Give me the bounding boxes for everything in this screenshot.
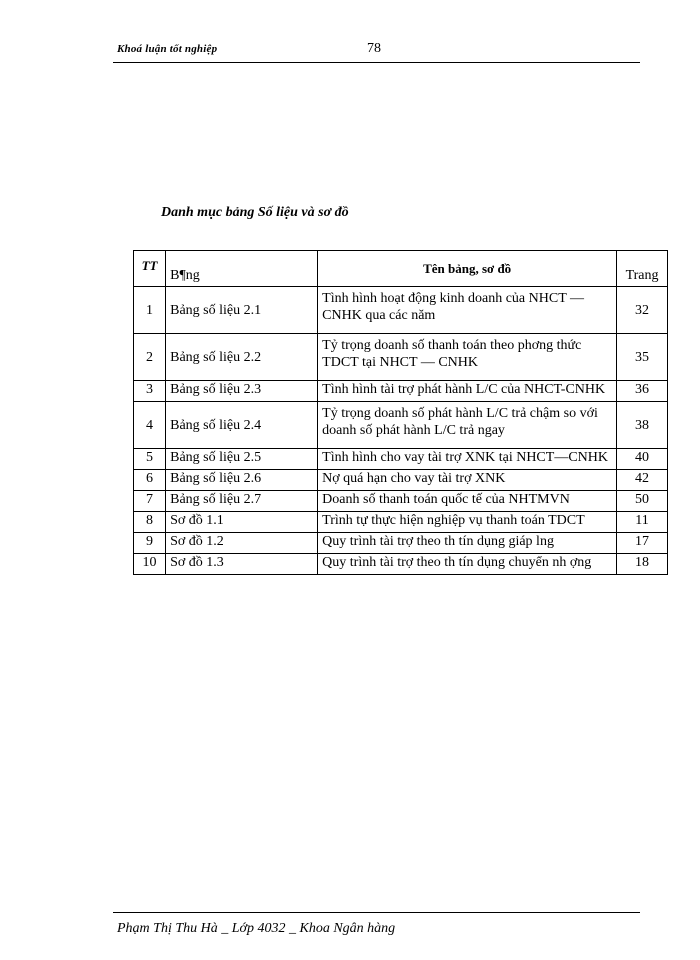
row-tt: 10 (134, 554, 166, 575)
row-description: Quy trình tài trợ theo th tín dụng chuyển nh ợng (318, 554, 617, 575)
row-page: 11 (617, 512, 668, 533)
table-row (134, 287, 668, 334)
page-header (113, 38, 640, 63)
page-number: 78 (367, 41, 381, 56)
row-name: Bảng số liệu 2.1 (166, 287, 318, 334)
col-header-tt: TT (134, 251, 166, 287)
row-tt: 6 (134, 470, 166, 491)
row-name: Bảng số liệu 2.3 (166, 381, 318, 402)
row-description: Tình hình cho vay tài trợ XNK tại NHCT—CNHK (318, 449, 617, 470)
row-page: 18 (617, 554, 668, 575)
footer-text: Phạm Thị Thu Hà _ Lớp 4032 _ Khoa Ngân hàng (117, 921, 396, 936)
col-header-description: Tên bảng, sơ đồ (318, 251, 617, 287)
row-description: Nợ quá hạn cho vay tài trợ XNK (318, 470, 617, 491)
row-tt: 5 (134, 449, 166, 470)
row-page: 32 (617, 287, 668, 334)
row-page: 17 (617, 533, 668, 554)
row-page: 38 (617, 402, 668, 449)
row-description: Tỷ trọng doanh số phát hành L/C trả chậm so với doanh số phát hành L/C trả ngay (318, 402, 617, 449)
row-name: Sơ đồ 1.3 (166, 554, 318, 575)
row-name: Bảng số liệu 2.5 (166, 449, 318, 470)
table-row (134, 533, 668, 554)
row-name: Bảng số liệu 2.2 (166, 334, 318, 381)
row-name: Sơ đồ 1.2 (166, 533, 318, 554)
table-row (134, 512, 668, 533)
figures-table (133, 250, 668, 575)
row-tt: 4 (134, 402, 166, 449)
row-name: Bảng số liệu 2.6 (166, 470, 318, 491)
row-page: 35 (617, 334, 668, 381)
row-page: 36 (617, 381, 668, 402)
row-name: Bảng số liệu 2.4 (166, 402, 318, 449)
row-description: Tình hình hoạt động kinh doanh của NHCT — CNHK qua các năm (318, 287, 617, 334)
row-page: 50 (617, 491, 668, 512)
row-tt: 9 (134, 533, 166, 554)
table-row (134, 381, 668, 402)
table-header-row (134, 251, 668, 287)
row-tt: 8 (134, 512, 166, 533)
row-name: Sơ đồ 1.1 (166, 512, 318, 533)
row-name: Bảng số liệu 2.7 (166, 491, 318, 512)
col-header-page: Trang (617, 251, 668, 287)
table-row (134, 334, 668, 381)
row-tt: 1 (134, 287, 166, 334)
header-title: Khoá luận tốt nghiệp (117, 43, 218, 55)
page-footer (113, 912, 640, 936)
row-tt: 2 (134, 334, 166, 381)
row-description: Tình hình tài trợ phát hành L/C của NHCT-CNHK (318, 381, 617, 402)
table-row (134, 554, 668, 575)
table-row (134, 491, 668, 512)
row-page: 40 (617, 449, 668, 470)
col-header-name: B¶ng (166, 251, 318, 287)
row-page: 42 (617, 470, 668, 491)
row-tt: 3 (134, 381, 166, 402)
row-description: Doanh số thanh toán quốc tế của NHTMVN (318, 491, 617, 512)
list-title: Danh mục bảng Số liệu và sơ đồ (161, 205, 349, 220)
row-description: Tỷ trọng doanh số thanh toán theo phơng thức TDCT tại NHCT — CNHK (318, 334, 617, 381)
row-tt: 7 (134, 491, 166, 512)
table-row (134, 402, 668, 449)
table-row (134, 470, 668, 491)
row-description: Trình tự thực hiện nghiệp vụ thanh toán TDCT (318, 512, 617, 533)
table-row (134, 449, 668, 470)
row-description: Quy trình tài trợ theo th tín dụng giáp lng (318, 533, 617, 554)
